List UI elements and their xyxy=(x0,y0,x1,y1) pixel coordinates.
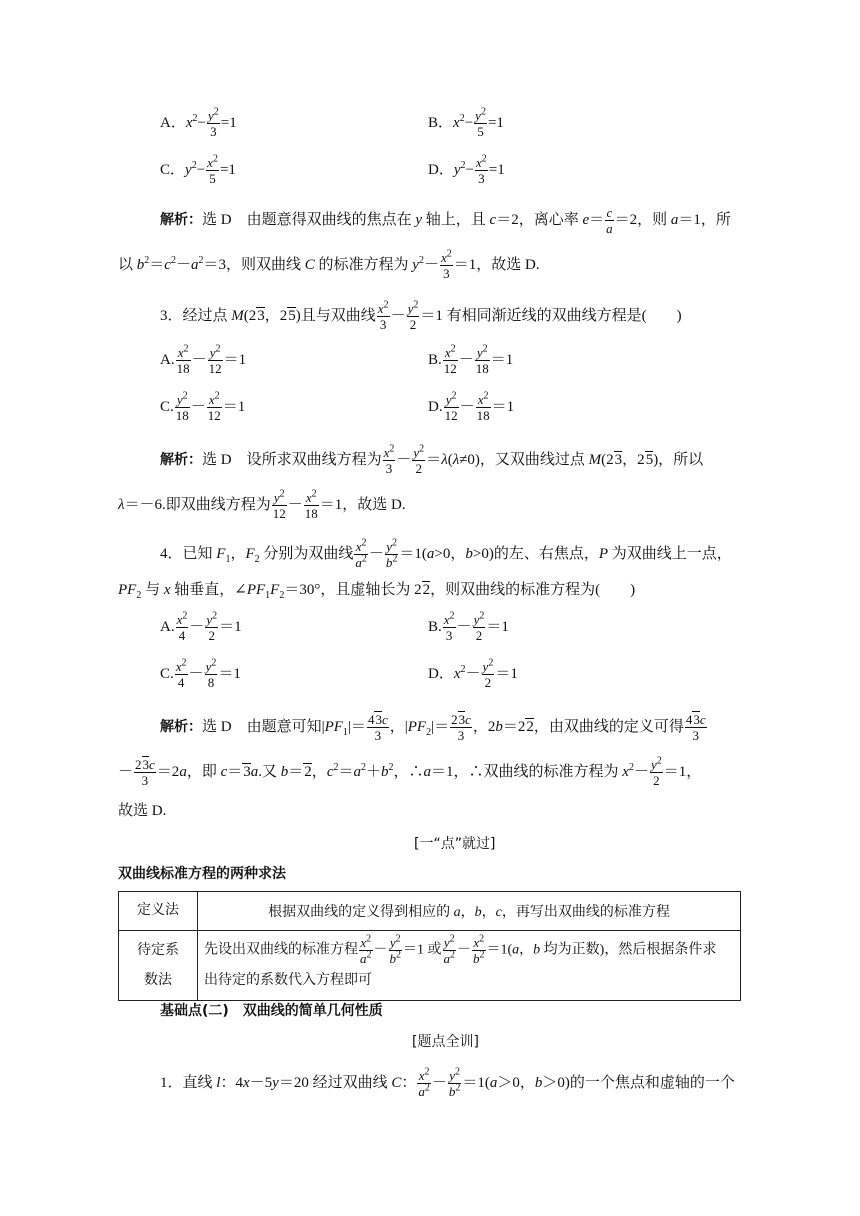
q4-option-c: C. $\frac{x^2}{4}$ － $\frac{y^2}{8}$ ＝1 xyxy=(160,657,241,690)
q4-option-b: B. $\frac{x^2}{3}$ － $\frac{y^2}{2}$ ＝1 xyxy=(428,610,509,643)
training-title: [题点全训] xyxy=(412,1034,479,1050)
q3-option-b: B. $\frac{x^2}{12}$ － $\frac{y^2}{18}$ ＝1 xyxy=(428,343,514,376)
q2-solution-label: 解析： xyxy=(160,211,202,228)
method-desc: 根据双曲线的定义得到相应的 a，b，c，再写出双曲线的标准方程 xyxy=(198,892,741,931)
q4-solution-label: 解析： xyxy=(160,718,202,735)
q3-solution-label: 解析： xyxy=(160,451,202,468)
q2-option-d: D．$y^2-$ $\frac{x^2}{3}$ =1 xyxy=(428,153,505,186)
q4-option-d: D．$x^2-$ $\frac{y^2}{2}$ ＝1 xyxy=(428,657,518,690)
q3-stem: 3．经过点 M(23，25)且与双曲线 $\frac{x^2}{3}$ － $\frac{y^2}{2}$ ＝1 有相同渐近线的双曲线方程是( ) xyxy=(160,299,682,332)
method-name: 待定系 数法 xyxy=(119,931,198,1001)
q2-option-b: B．$x^2-$ $\frac{y^2}{5}$ =1 xyxy=(428,106,504,139)
q4-option-a: A. $\frac{x^2}{4}$ － $\frac{y^2}{2}$ ＝1 xyxy=(160,610,242,643)
method-desc: 先设出双曲线的标准方程 $\frac{x^2}{a^2}$ － $\frac{y^2}{b^2}$ ＝1 或 $\frac{y^2}{a^2}$ － $\frac{x^2}{b^2}$ ＝1(a，b 均为正数)，然后根据条件求 出待定的系数代入方程即可 xyxy=(198,931,741,1001)
q2-option-c: C．$y^2-$ $\frac{x^2}{5}$ =1 xyxy=(160,153,236,186)
q3-option-c: C. $\frac{y^2}{18}$ － $\frac{x^2}{12}$ ＝1 xyxy=(160,390,246,423)
method-table xyxy=(118,891,741,1001)
q2-option-a: A．$x^2-$ $\frac{y^2}{3}$ =1 xyxy=(160,106,237,139)
table-row xyxy=(119,931,741,1001)
method-title: 双曲线标准方程的两种求法 xyxy=(118,866,286,882)
q3-option-a: A. $\frac{x^2}{18}$ － $\frac{y^2}{12}$ ＝1 xyxy=(160,343,247,376)
next-question-stem: 1．直线 l：4x－5y＝20 经过双曲线 C： $\frac{x^2}{a^2}$ － $\frac{y^2}{b^2}$ ＝1(a＞0，b＞0)的一个焦点和虚轴的一个 xyxy=(160,1066,735,1099)
section2-title: 基础点(二) 双曲线的简单几何性质 xyxy=(160,1003,383,1019)
section-pass-title: [一“点”就过] xyxy=(414,836,496,852)
method-name: 定义法 xyxy=(119,892,198,931)
table-row xyxy=(119,892,741,931)
q3-option-d: D. $\frac{y^2}{12}$ － $\frac{x^2}{18}$ ＝1 xyxy=(428,390,515,423)
